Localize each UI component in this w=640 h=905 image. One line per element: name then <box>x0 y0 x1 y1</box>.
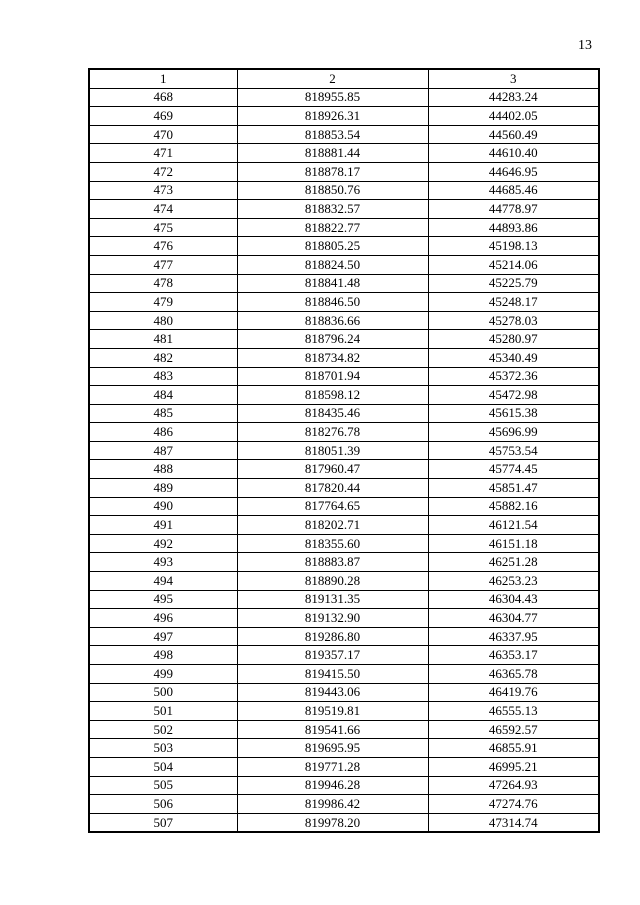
y-coordinate-cell: 45214.06 <box>428 255 599 274</box>
y-coordinate-cell: 45248.17 <box>428 293 599 312</box>
y-coordinate-cell: 45372.36 <box>428 367 599 386</box>
point-number-cell: 469 <box>89 107 237 126</box>
x-coordinate-cell: 818836.66 <box>237 311 428 330</box>
y-coordinate-cell: 46121.54 <box>428 516 599 535</box>
y-coordinate-cell: 44610.40 <box>428 144 599 163</box>
x-coordinate-cell: 819986.42 <box>237 795 428 814</box>
x-coordinate-cell: 818841.48 <box>237 274 428 293</box>
y-coordinate-cell: 46151.18 <box>428 534 599 553</box>
table-row <box>89 553 599 572</box>
point-number-cell: 486 <box>89 423 237 442</box>
table-row <box>89 534 599 553</box>
point-number-cell: 482 <box>89 348 237 367</box>
table-row <box>89 776 599 795</box>
y-coordinate-cell: 46304.77 <box>428 609 599 628</box>
x-coordinate-cell: 818701.94 <box>237 367 428 386</box>
x-coordinate-cell: 818805.25 <box>237 237 428 256</box>
x-coordinate-cell: 818734.82 <box>237 348 428 367</box>
x-coordinate-cell: 818598.12 <box>237 386 428 405</box>
header-cell-1: 1 <box>89 69 237 88</box>
table-row <box>89 665 599 684</box>
x-coordinate-cell: 819695.95 <box>237 739 428 758</box>
x-coordinate-cell: 819519.81 <box>237 702 428 721</box>
table-row <box>89 460 599 479</box>
x-coordinate-cell: 818435.46 <box>237 404 428 423</box>
point-number-cell: 494 <box>89 572 237 591</box>
point-number-cell: 501 <box>89 702 237 721</box>
x-coordinate-cell: 818883.87 <box>237 553 428 572</box>
table-row <box>89 646 599 665</box>
header-cell-2: 2 <box>237 69 428 88</box>
table-row <box>89 516 599 535</box>
point-number-cell: 484 <box>89 386 237 405</box>
table-row <box>89 237 599 256</box>
x-coordinate-cell: 819771.28 <box>237 757 428 776</box>
y-coordinate-cell: 45472.98 <box>428 386 599 405</box>
point-number-cell: 472 <box>89 162 237 181</box>
point-number-cell: 478 <box>89 274 237 293</box>
point-number-cell: 504 <box>89 757 237 776</box>
y-coordinate-cell: 46995.21 <box>428 757 599 776</box>
y-coordinate-cell: 46419.76 <box>428 683 599 702</box>
point-number-cell: 487 <box>89 441 237 460</box>
table-row <box>89 255 599 274</box>
point-number-cell: 495 <box>89 590 237 609</box>
x-coordinate-cell: 818853.54 <box>237 125 428 144</box>
x-coordinate-cell: 818796.24 <box>237 330 428 349</box>
table-header <box>89 69 599 88</box>
y-coordinate-cell: 45340.49 <box>428 348 599 367</box>
table-row <box>89 88 599 107</box>
x-coordinate-cell: 818926.31 <box>237 107 428 126</box>
x-coordinate-cell: 818955.85 <box>237 88 428 107</box>
x-coordinate-cell: 818822.77 <box>237 218 428 237</box>
table-row <box>89 572 599 591</box>
y-coordinate-cell: 46555.13 <box>428 702 599 721</box>
table-row <box>89 739 599 758</box>
point-number-cell: 507 <box>89 813 237 832</box>
x-coordinate-cell: 818850.76 <box>237 181 428 200</box>
table-row <box>89 144 599 163</box>
table-row <box>89 274 599 293</box>
x-coordinate-cell: 819286.80 <box>237 627 428 646</box>
table-row <box>89 348 599 367</box>
table-row <box>89 367 599 386</box>
y-coordinate-cell: 47314.74 <box>428 813 599 832</box>
header-cell-3: 3 <box>428 69 599 88</box>
table-row <box>89 479 599 498</box>
x-coordinate-cell: 818890.28 <box>237 572 428 591</box>
point-number-cell: 480 <box>89 311 237 330</box>
x-coordinate-cell: 819946.28 <box>237 776 428 795</box>
table-row <box>89 702 599 721</box>
x-coordinate-cell: 818276.78 <box>237 423 428 442</box>
point-number-cell: 497 <box>89 627 237 646</box>
point-number-cell: 493 <box>89 553 237 572</box>
x-coordinate-cell: 819978.20 <box>237 813 428 832</box>
x-coordinate-cell: 818202.71 <box>237 516 428 535</box>
point-number-cell: 496 <box>89 609 237 628</box>
point-number-cell: 492 <box>89 534 237 553</box>
x-coordinate-cell: 818846.50 <box>237 293 428 312</box>
y-coordinate-cell: 45198.13 <box>428 237 599 256</box>
table-row <box>89 330 599 349</box>
x-coordinate-cell: 817820.44 <box>237 479 428 498</box>
y-coordinate-cell: 44283.24 <box>428 88 599 107</box>
x-coordinate-cell: 817960.47 <box>237 460 428 479</box>
y-coordinate-cell: 45753.54 <box>428 441 599 460</box>
point-number-cell: 477 <box>89 255 237 274</box>
x-coordinate-cell: 818051.39 <box>237 441 428 460</box>
y-coordinate-cell: 45278.03 <box>428 311 599 330</box>
y-coordinate-cell: 45225.79 <box>428 274 599 293</box>
table-row <box>89 107 599 126</box>
point-number-cell: 470 <box>89 125 237 144</box>
table-row <box>89 386 599 405</box>
coordinates-table <box>88 68 600 833</box>
table-row <box>89 423 599 442</box>
table-row <box>89 293 599 312</box>
y-coordinate-cell: 45851.47 <box>428 479 599 498</box>
table-row <box>89 683 599 702</box>
point-number-cell: 483 <box>89 367 237 386</box>
x-coordinate-cell: 819415.50 <box>237 665 428 684</box>
point-number-cell: 499 <box>89 665 237 684</box>
x-coordinate-cell: 818881.44 <box>237 144 428 163</box>
table-row <box>89 162 599 181</box>
point-number-cell: 488 <box>89 460 237 479</box>
table-row <box>89 813 599 832</box>
y-coordinate-cell: 46365.78 <box>428 665 599 684</box>
y-coordinate-cell: 45615.38 <box>428 404 599 423</box>
table-row <box>89 627 599 646</box>
table-row <box>89 125 599 144</box>
x-coordinate-cell: 819541.66 <box>237 720 428 739</box>
y-coordinate-cell: 44893.86 <box>428 218 599 237</box>
y-coordinate-cell: 44685.46 <box>428 181 599 200</box>
table-row <box>89 720 599 739</box>
point-number-cell: 485 <box>89 404 237 423</box>
table-row <box>89 795 599 814</box>
y-coordinate-cell: 44646.95 <box>428 162 599 181</box>
table-row <box>89 181 599 200</box>
y-coordinate-cell: 45280.97 <box>428 330 599 349</box>
y-coordinate-cell: 46251.28 <box>428 553 599 572</box>
y-coordinate-cell: 45882.16 <box>428 497 599 516</box>
point-number-cell: 500 <box>89 683 237 702</box>
point-number-cell: 473 <box>89 181 237 200</box>
point-number-cell: 503 <box>89 739 237 758</box>
point-number-cell: 471 <box>89 144 237 163</box>
y-coordinate-cell: 45774.45 <box>428 460 599 479</box>
table-row <box>89 441 599 460</box>
point-number-cell: 506 <box>89 795 237 814</box>
y-coordinate-cell: 46253.23 <box>428 572 599 591</box>
table-row <box>89 218 599 237</box>
page-number: 13 <box>578 38 592 53</box>
table-row <box>89 404 599 423</box>
y-coordinate-cell: 46353.17 <box>428 646 599 665</box>
point-number-cell: 476 <box>89 237 237 256</box>
y-coordinate-cell: 47274.76 <box>428 795 599 814</box>
y-coordinate-cell: 44778.97 <box>428 200 599 219</box>
table-row <box>89 609 599 628</box>
y-coordinate-cell: 45696.99 <box>428 423 599 442</box>
point-number-cell: 491 <box>89 516 237 535</box>
point-number-cell: 468 <box>89 88 237 107</box>
y-coordinate-cell: 46304.43 <box>428 590 599 609</box>
x-coordinate-cell: 817764.65 <box>237 497 428 516</box>
x-coordinate-cell: 819357.17 <box>237 646 428 665</box>
point-number-cell: 498 <box>89 646 237 665</box>
point-number-cell: 502 <box>89 720 237 739</box>
point-number-cell: 505 <box>89 776 237 795</box>
table-body <box>89 88 599 832</box>
x-coordinate-cell: 819443.06 <box>237 683 428 702</box>
y-coordinate-cell: 47264.93 <box>428 776 599 795</box>
x-coordinate-cell: 818878.17 <box>237 162 428 181</box>
point-number-cell: 479 <box>89 293 237 312</box>
x-coordinate-cell: 818824.50 <box>237 255 428 274</box>
y-coordinate-cell: 44560.49 <box>428 125 599 144</box>
table-row <box>89 757 599 776</box>
y-coordinate-cell: 46855.91 <box>428 739 599 758</box>
x-coordinate-cell: 818832.57 <box>237 200 428 219</box>
table-row <box>89 590 599 609</box>
x-coordinate-cell: 818355.60 <box>237 534 428 553</box>
y-coordinate-cell: 44402.05 <box>428 107 599 126</box>
header-row <box>89 69 599 88</box>
point-number-cell: 489 <box>89 479 237 498</box>
x-coordinate-cell: 819132.90 <box>237 609 428 628</box>
y-coordinate-cell: 46337.95 <box>428 627 599 646</box>
point-number-cell: 490 <box>89 497 237 516</box>
x-coordinate-cell: 819131.35 <box>237 590 428 609</box>
point-number-cell: 481 <box>89 330 237 349</box>
table-row <box>89 311 599 330</box>
table-row <box>89 497 599 516</box>
y-coordinate-cell: 46592.57 <box>428 720 599 739</box>
table-row <box>89 200 599 219</box>
point-number-cell: 474 <box>89 200 237 219</box>
point-number-cell: 475 <box>89 218 237 237</box>
